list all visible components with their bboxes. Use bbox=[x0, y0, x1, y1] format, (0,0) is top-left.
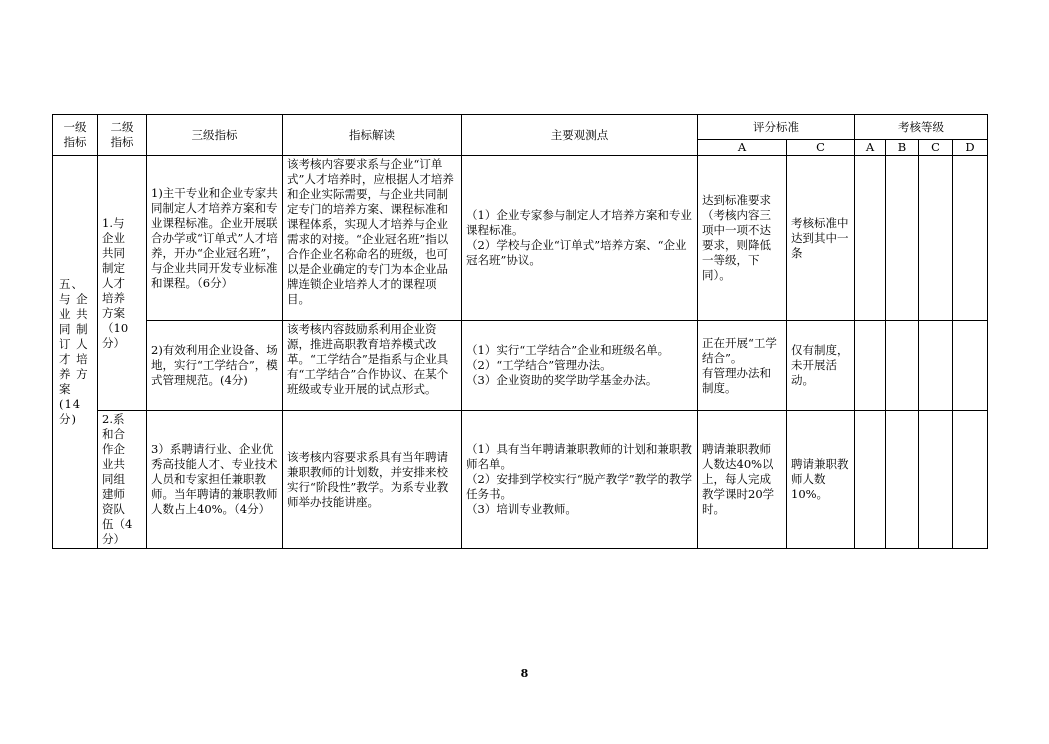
interpretation-cell-2: 该考核内容鼓励系利用企业资源，推进高职教育培养模式改革。“工学结合”是指系与企业具有“工学结合”合作协议、在某个班级或专业开展的试点形式。 bbox=[283, 321, 462, 411]
grade-d-cell-3[interactable] bbox=[953, 411, 988, 549]
header-grade-c: C bbox=[919, 140, 953, 156]
grade-c-cell-1[interactable] bbox=[919, 156, 953, 321]
header-grade-d: D bbox=[953, 140, 988, 156]
level1-cell: 五、 与 企 业 共 同 制 订 人 才 培 养 方 案 (14 分) bbox=[53, 156, 98, 549]
header-grade-a: A bbox=[855, 140, 886, 156]
grade-d-cell-1[interactable] bbox=[953, 156, 988, 321]
score-a-cell-2: 正在开展“工学结合”。 有管理办法和制度。 bbox=[698, 321, 787, 411]
level3-cell-1: 1)主干专业和企业专家共同制定人才培养方案和专业课程标准。企业开展联合办学或“订单式”人才培养，开办“企业冠名班”，与企业共同开发专业标准和课程。（6分） bbox=[147, 156, 283, 321]
header-grade: 考核等级 bbox=[855, 115, 988, 140]
header-level1: 一级 指标 bbox=[53, 115, 98, 156]
observation-cell-3: （1）具有当年聘请兼职教师的计划和兼职教师名单。 （2）安排到学校实行“脱产教学”教学的教学任务书。 （3）培训专业教师。 bbox=[462, 411, 698, 549]
observation-cell-1: （1）企业专家参与制定人才培养方案和专业课程标准。 （2）学校与企业“订单式”培养方案、“企业冠名班”协议。 bbox=[462, 156, 698, 321]
header-scoring-c: C bbox=[787, 140, 855, 156]
grade-a-cell-3[interactable] bbox=[855, 411, 886, 549]
grade-d-cell-2[interactable] bbox=[953, 321, 988, 411]
grade-a-cell-1[interactable] bbox=[855, 156, 886, 321]
header-observation: 主要观测点 bbox=[462, 115, 698, 156]
interpretation-cell-3: 该考核内容要求系具有当年聘请兼职教师的计划数，并安排来校实行“阶段性”教学。为系专业教师举办技能讲座。 bbox=[283, 411, 462, 549]
grade-b-cell-1[interactable] bbox=[886, 156, 919, 321]
grade-a-cell-2[interactable] bbox=[855, 321, 886, 411]
header-interpretation: 指标解读 bbox=[283, 115, 462, 156]
header-scoring: 评分标准 bbox=[698, 115, 855, 140]
score-c-cell-2: 仅有制度，未开展活动。 bbox=[787, 321, 855, 411]
header-scoring-a: A bbox=[698, 140, 787, 156]
grade-c-cell-2[interactable] bbox=[919, 321, 953, 411]
observation-cell-2: （1）实行“工学结合”企业和班级名单。 （2）“工学结合”管理办法。 （3）企业资助的奖学助学基金办法。 bbox=[462, 321, 698, 411]
level2-cell-1: 1.与 企业 共同 制定 人才 培养 方案 （10 分） bbox=[98, 156, 147, 411]
header-grade-b: B bbox=[886, 140, 919, 156]
grade-b-cell-3[interactable] bbox=[886, 411, 919, 549]
grade-c-cell-3[interactable] bbox=[919, 411, 953, 549]
score-c-cell-3: 聘请兼职教师人数10%。 bbox=[787, 411, 855, 549]
score-a-cell-1: 达到标准要求（考核内容三项中一项不达要求，则降低一等级，下同）。 bbox=[698, 156, 787, 321]
level2-cell-2: 2.系 和合 作企 业共 同组 建师 资队 伍（4 分） bbox=[98, 411, 147, 549]
page-number: 8 bbox=[520, 667, 529, 680]
header-level3: 三级指标 bbox=[147, 115, 283, 156]
level3-cell-2: 2)有效利用企业设备、场地，实行“工学结合”，模式管理规范。(4分) bbox=[147, 321, 283, 411]
score-c-cell-1: 考核标准中达到其中一条 bbox=[787, 156, 855, 321]
score-a-cell-3: 聘请兼职教师人数达40%以上，每人完成教学课时20学时。 bbox=[698, 411, 787, 549]
grade-b-cell-2[interactable] bbox=[886, 321, 919, 411]
interpretation-cell-1: 该考核内容要求系与企业“订单式”人才培养时，应根据人才培养和企业实际需要，与企业共同制定专门的培养方案、课程标准和课程体系，实现人才培养与企业需求的对接。“企业冠名班”指以合作企业名称命名的班级，也可以是企业确定的专门为本企业品牌连锁企业培养人才的课程项目。 bbox=[283, 156, 462, 321]
level3-cell-3: 3）系聘请行业、企业优秀高技能人才、专业技术人员和专家担任兼职教师。当年聘请的兼职教师人数占上40%。（4分） bbox=[147, 411, 283, 549]
evaluation-table bbox=[52, 114, 988, 549]
header-level2: 二级 指标 bbox=[98, 115, 147, 156]
